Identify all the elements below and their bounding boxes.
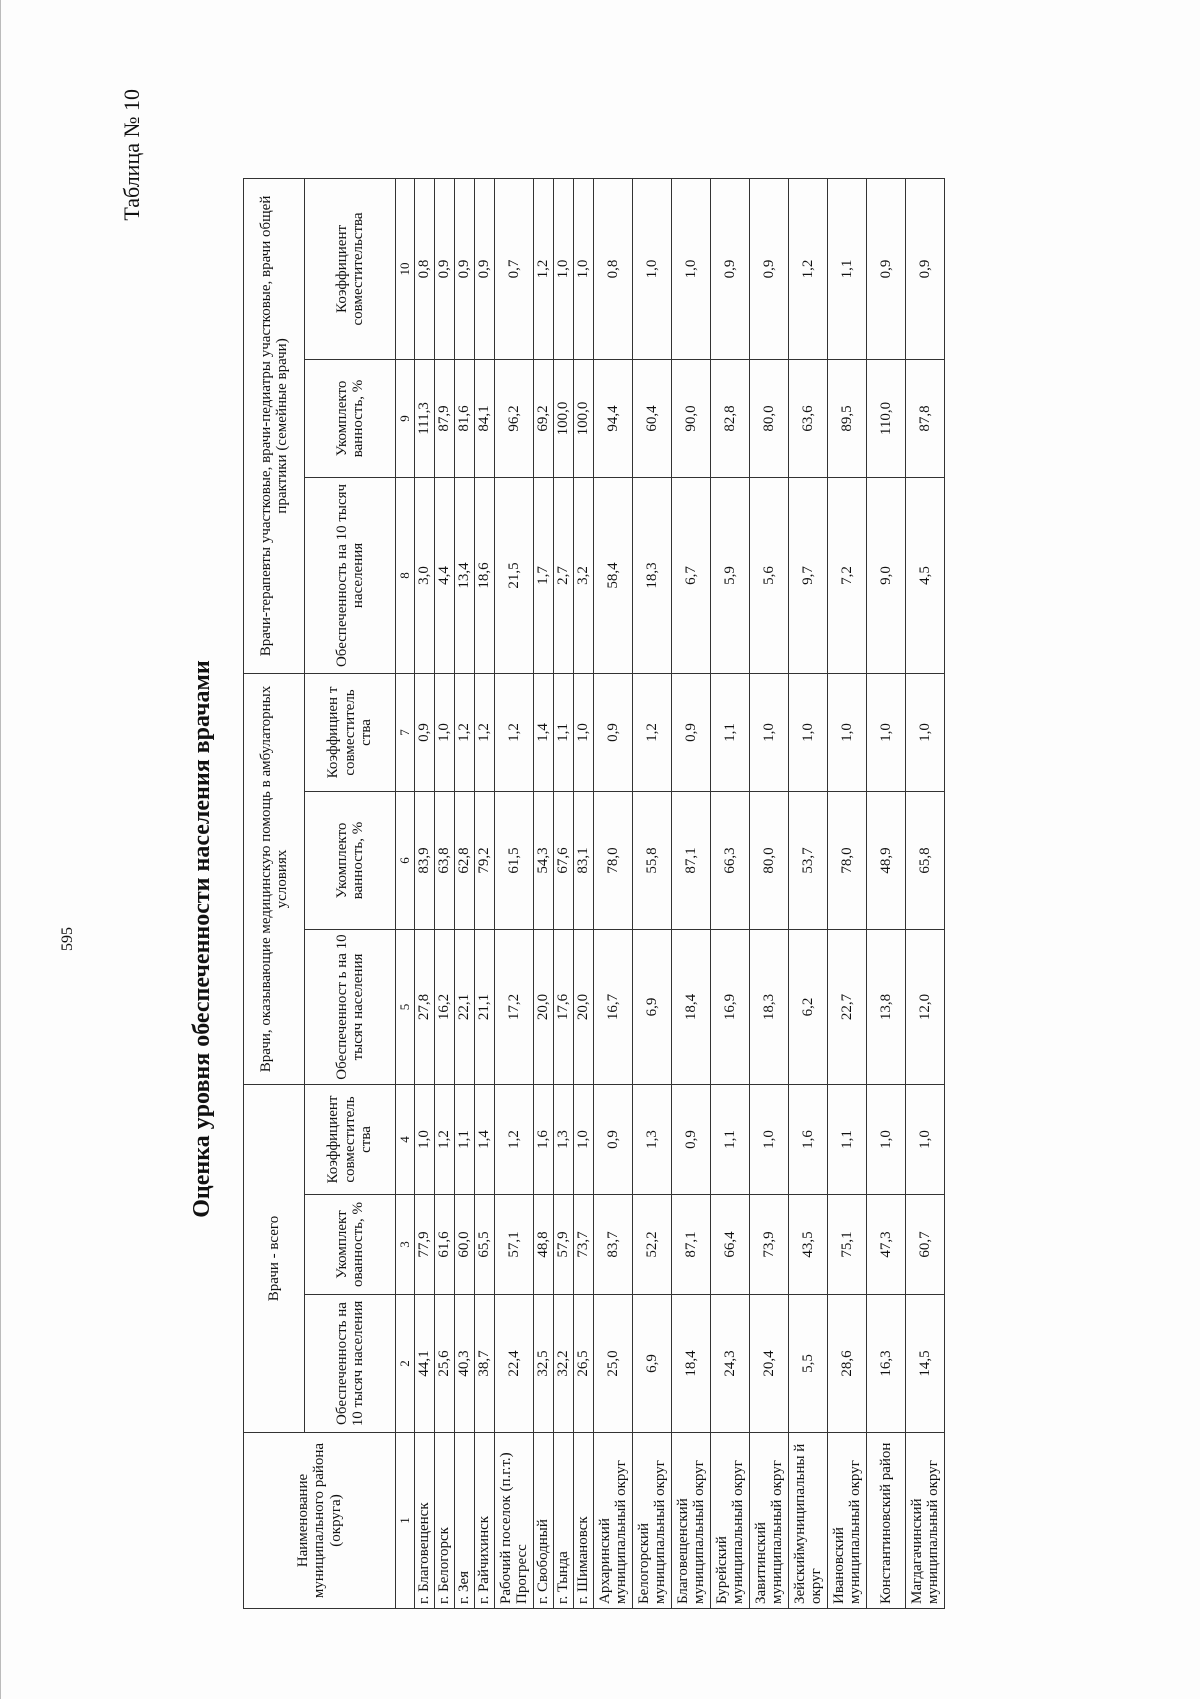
index-cell: 10	[396, 178, 415, 359]
table-row	[672, 178, 711, 1608]
value-cell: 6,2	[789, 930, 828, 1085]
value-cell: 83,9	[415, 792, 435, 930]
page-number: 595	[59, 927, 76, 951]
value-cell: 79,2	[475, 792, 495, 930]
header-group-all-doctors: Врачи - всего	[244, 1085, 305, 1433]
value-cell: 57,9	[554, 1195, 574, 1295]
value-cell: 25,0	[594, 1295, 633, 1433]
value-cell: 3,2	[574, 477, 594, 673]
value-cell: 12,0	[906, 930, 945, 1085]
value-cell: 27,8	[415, 930, 435, 1085]
value-cell: 1,0	[672, 178, 711, 359]
value-cell: 24,3	[711, 1295, 750, 1433]
value-cell: 78,0	[828, 792, 867, 930]
value-cell: 80,0	[750, 359, 789, 477]
table-row	[574, 178, 594, 1608]
value-cell: 1,0	[750, 673, 789, 791]
row-name-cell: г. Свободный	[534, 1433, 554, 1609]
value-cell: 1,0	[554, 178, 574, 359]
value-cell: 65,5	[475, 1195, 495, 1295]
value-cell: 96,2	[495, 359, 534, 477]
value-cell: 80,0	[750, 792, 789, 930]
value-cell: 40,3	[455, 1295, 475, 1433]
value-cell: 60,0	[455, 1195, 475, 1295]
value-cell: 66,3	[711, 792, 750, 930]
value-cell: 1,0	[633, 178, 672, 359]
value-cell: 0,8	[594, 178, 633, 359]
value-cell: 1,6	[789, 1085, 828, 1195]
value-cell: 1,7	[534, 477, 554, 673]
value-cell: 0,9	[906, 178, 945, 359]
value-cell: 100,0	[574, 359, 594, 477]
value-cell: 73,9	[750, 1195, 789, 1295]
value-cell: 77,9	[415, 1195, 435, 1295]
header-sub: Укомплект ованность, %	[305, 1195, 396, 1295]
table-row	[534, 178, 554, 1608]
value-cell: 20,4	[750, 1295, 789, 1433]
value-cell: 20,0	[574, 930, 594, 1085]
value-cell: 65,8	[906, 792, 945, 930]
row-name-cell: Архаринский муниципальный округ	[594, 1433, 633, 1609]
table-row	[711, 178, 750, 1608]
rotated-content	[59, 89, 1019, 1609]
value-cell: 58,4	[594, 477, 633, 673]
row-name-cell: г. Тында	[554, 1433, 574, 1609]
value-cell: 5,6	[750, 477, 789, 673]
row-name-cell: Константиновский район	[867, 1433, 906, 1609]
row-name-cell: г. Благовещенск	[415, 1433, 435, 1609]
value-cell: 66,4	[711, 1195, 750, 1295]
value-cell: 9,0	[867, 477, 906, 673]
row-name-cell: Ивановский муниципальный округ	[828, 1433, 867, 1609]
value-cell: 1,0	[906, 1085, 945, 1195]
value-cell: 13,4	[455, 477, 475, 673]
value-cell: 16,3	[867, 1295, 906, 1433]
value-cell: 17,6	[554, 930, 574, 1085]
value-cell: 1,4	[475, 1085, 495, 1195]
table-row	[594, 178, 633, 1608]
table-row	[415, 178, 435, 1608]
value-cell: 1,0	[828, 673, 867, 791]
value-cell: 83,7	[594, 1195, 633, 1295]
index-cell: 7	[396, 673, 415, 791]
value-cell: 67,6	[554, 792, 574, 930]
value-cell: 90,0	[672, 359, 711, 477]
row-name-cell: г. Белогорск	[435, 1433, 455, 1609]
table-row	[828, 178, 867, 1608]
index-cell: 4	[396, 1085, 415, 1195]
value-cell: 1,2	[455, 673, 475, 791]
value-cell: 60,4	[633, 359, 672, 477]
value-cell: 82,8	[711, 359, 750, 477]
value-cell: 0,9	[750, 178, 789, 359]
value-cell: 73,7	[574, 1195, 594, 1295]
value-cell: 1,1	[828, 1085, 867, 1195]
value-cell: 87,1	[672, 792, 711, 930]
value-cell: 1,1	[711, 1085, 750, 1195]
value-cell: 44,1	[415, 1295, 435, 1433]
index-cell: 8	[396, 477, 415, 673]
table-row	[633, 178, 672, 1608]
value-cell: 0,9	[867, 178, 906, 359]
header-sub: Обеспеченность на 10 тысяч населения	[305, 1295, 396, 1433]
table-row	[906, 178, 945, 1608]
value-cell: 81,6	[455, 359, 475, 477]
value-cell: 1,0	[867, 1085, 906, 1195]
value-cell: 1,0	[789, 673, 828, 791]
table-row	[435, 178, 455, 1608]
value-cell: 7,2	[828, 477, 867, 673]
value-cell: 2,7	[554, 477, 574, 673]
value-cell: 1,1	[828, 178, 867, 359]
value-cell: 38,7	[475, 1295, 495, 1433]
value-cell: 1,2	[435, 1085, 455, 1195]
value-cell: 94,4	[594, 359, 633, 477]
value-cell: 21,5	[495, 477, 534, 673]
value-cell: 18,3	[633, 477, 672, 673]
index-cell: 5	[396, 930, 415, 1085]
value-cell: 1,4	[534, 673, 554, 791]
value-cell: 1,0	[574, 673, 594, 791]
index-cell: 9	[396, 359, 415, 477]
value-cell: 1,3	[554, 1085, 574, 1195]
value-cell: 0,9	[672, 673, 711, 791]
value-cell: 13,8	[867, 930, 906, 1085]
value-cell: 3,0	[415, 477, 435, 673]
row-name-cell: Бурейский муниципальный округ	[711, 1433, 750, 1609]
index-cell: 3	[396, 1195, 415, 1295]
value-cell: 5,5	[789, 1295, 828, 1433]
header-name: Наименование муниципального района (округа)	[244, 1433, 396, 1609]
index-cell: 6	[396, 792, 415, 930]
value-cell: 0,9	[594, 673, 633, 791]
value-cell: 48,9	[867, 792, 906, 930]
row-name-cell: Зейскиймуниципальны й округ	[789, 1433, 828, 1609]
value-cell: 5,9	[711, 477, 750, 673]
value-cell: 1,1	[455, 1085, 475, 1195]
value-cell: 28,6	[828, 1295, 867, 1433]
value-cell: 87,1	[672, 1195, 711, 1295]
value-cell: 110,0	[867, 359, 906, 477]
value-cell: 1,0	[574, 178, 594, 359]
row-name-cell: г. Райчихинск	[475, 1433, 495, 1609]
value-cell: 89,5	[828, 359, 867, 477]
value-cell: 6,9	[633, 930, 672, 1085]
value-cell: 25,6	[435, 1295, 455, 1433]
value-cell: 0,9	[455, 178, 475, 359]
value-cell: 75,1	[828, 1195, 867, 1295]
physicians-table	[243, 178, 945, 1609]
value-cell: 4,4	[435, 477, 455, 673]
value-cell: 0,9	[594, 1085, 633, 1195]
value-cell: 0,7	[495, 178, 534, 359]
row-name-cell: г. Зея	[455, 1433, 475, 1609]
value-cell: 57,1	[495, 1195, 534, 1295]
value-cell: 53,7	[789, 792, 828, 930]
value-cell: 26,5	[574, 1295, 594, 1433]
value-cell: 18,4	[672, 1295, 711, 1433]
header-sub: Обеспеченност ь на 10 тысяч населения	[305, 930, 396, 1085]
header-sub: Коэффициент совместитель ства	[305, 1085, 396, 1195]
index-row	[396, 178, 415, 1608]
table-body	[396, 178, 945, 1608]
row-name-cell: Благовещенский муниципальный округ	[672, 1433, 711, 1609]
value-cell: 61,6	[435, 1195, 455, 1295]
value-cell: 0,9	[711, 178, 750, 359]
value-cell: 1,2	[633, 673, 672, 791]
value-cell: 16,7	[594, 930, 633, 1085]
header-sub: Коэффициен т совместитель ства	[305, 673, 396, 791]
value-cell: 87,8	[906, 359, 945, 477]
row-name-cell: Магдагачинский муниципальный округ	[906, 1433, 945, 1609]
value-cell: 6,9	[633, 1295, 672, 1433]
header-group-outpatient: Врачи, оказывающие медицинскую помощь в амбулаторных условиях	[244, 673, 305, 1084]
table-row	[475, 178, 495, 1608]
value-cell: 55,8	[633, 792, 672, 930]
value-cell: 22,7	[828, 930, 867, 1085]
value-cell: 1,2	[534, 178, 554, 359]
value-cell: 83,1	[574, 792, 594, 930]
table-row	[495, 178, 534, 1608]
value-cell: 0,8	[415, 178, 435, 359]
value-cell: 62,8	[455, 792, 475, 930]
value-cell: 22,4	[495, 1295, 534, 1433]
value-cell: 1,0	[415, 1085, 435, 1195]
value-cell: 20,0	[534, 930, 554, 1085]
value-cell: 87,9	[435, 359, 455, 477]
row-name-cell: Белогорский муниципальный округ	[633, 1433, 672, 1609]
table-row	[455, 178, 475, 1608]
value-cell: 84,1	[475, 359, 495, 477]
table-row	[867, 178, 906, 1608]
value-cell: 78,0	[594, 792, 633, 930]
value-cell: 0,9	[475, 178, 495, 359]
value-cell: 1,0	[906, 673, 945, 791]
value-cell: 43,5	[789, 1195, 828, 1295]
value-cell: 1,6	[534, 1085, 554, 1195]
header-sub: Обеспеченность на 10 тысяч населения	[305, 477, 396, 673]
value-cell: 1,3	[633, 1085, 672, 1195]
value-cell: 1,1	[711, 673, 750, 791]
index-cell: 1	[396, 1433, 415, 1609]
table-row	[554, 178, 574, 1608]
header-sub: Укомплекто ванность, %	[305, 359, 396, 477]
value-cell: 63,8	[435, 792, 455, 930]
value-cell: 18,4	[672, 930, 711, 1085]
value-cell: 14,5	[906, 1295, 945, 1433]
value-cell: 1,2	[495, 1085, 534, 1195]
header-group-district: Врачи-терапевты участковые, врачи-педиатры участковые, врачи общей практики (семейные врачи)	[244, 178, 305, 673]
row-name-cell: Завитинский муниципальный округ	[750, 1433, 789, 1609]
value-cell: 100,0	[554, 359, 574, 477]
value-cell: 21,1	[475, 930, 495, 1085]
value-cell: 47,3	[867, 1195, 906, 1295]
page-title: Оценка уровня обеспеченности населения врачами	[189, 660, 215, 1218]
value-cell: 16,9	[711, 930, 750, 1085]
table-row	[789, 178, 828, 1608]
value-cell: 22,1	[455, 930, 475, 1085]
value-cell: 1,0	[574, 1085, 594, 1195]
value-cell: 111,3	[415, 359, 435, 477]
value-cell: 9,7	[789, 477, 828, 673]
value-cell: 69,2	[534, 359, 554, 477]
row-name-cell: Рабочий поселок (п.г.т.) Прогресс	[495, 1433, 534, 1609]
value-cell: 18,6	[475, 477, 495, 673]
header-sub: Коэффициент совместительства	[305, 178, 396, 359]
value-cell: 4,5	[906, 477, 945, 673]
value-cell: 1,2	[789, 178, 828, 359]
value-cell: 52,2	[633, 1195, 672, 1295]
value-cell: 1,2	[495, 673, 534, 791]
row-name-cell: г. Шимановск	[574, 1433, 594, 1609]
value-cell: 61,5	[495, 792, 534, 930]
value-cell: 6,7	[672, 477, 711, 673]
index-cell: 2	[396, 1295, 415, 1433]
value-cell: 54,3	[534, 792, 554, 930]
value-cell: 1,2	[475, 673, 495, 791]
table-number: Таблица № 10	[119, 89, 144, 221]
value-cell: 60,7	[906, 1195, 945, 1295]
header-sub: Укомплекто ванность, %	[305, 792, 396, 930]
value-cell: 18,3	[750, 930, 789, 1085]
value-cell: 1,0	[435, 673, 455, 791]
value-cell: 48,8	[534, 1195, 554, 1295]
value-cell: 63,6	[789, 359, 828, 477]
value-cell: 0,9	[435, 178, 455, 359]
value-cell: 17,2	[495, 930, 534, 1085]
value-cell: 1,0	[750, 1085, 789, 1195]
value-cell: 32,5	[534, 1295, 554, 1433]
value-cell: 32,2	[554, 1295, 574, 1433]
value-cell: 1,0	[867, 673, 906, 791]
value-cell: 0,9	[672, 1085, 711, 1195]
table-row	[750, 178, 789, 1608]
value-cell: 1,1	[554, 673, 574, 791]
value-cell: 16,2	[435, 930, 455, 1085]
value-cell: 0,9	[415, 673, 435, 791]
